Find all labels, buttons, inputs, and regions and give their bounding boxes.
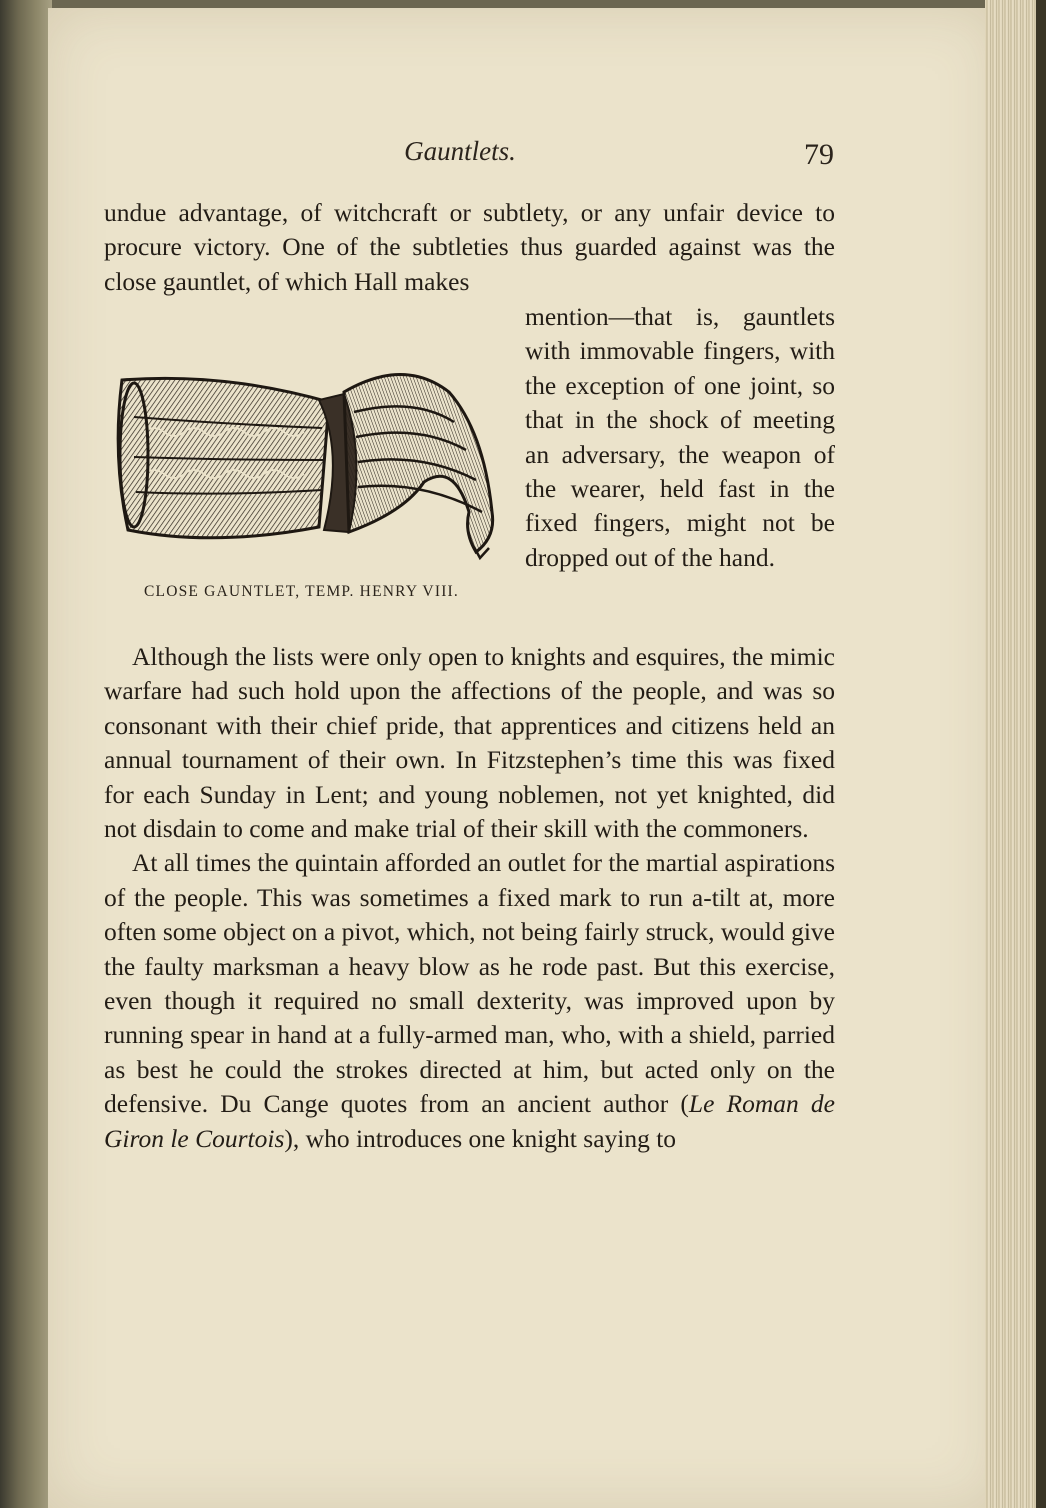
book-binding-left xyxy=(0,0,52,1508)
side-text: mention—that is, gauntlets with immovable fingers, with the exception of one joint, so that in the shock of meeting an adversary, the weapon of the wearer, held fast in the fixed fingers, might not be dropped out of the hand. xyxy=(525,302,835,572)
book-title-italic: Le Roman de Giron le Courtois xyxy=(104,1089,835,1153)
side-text-column xyxy=(525,300,835,575)
paragraph-quintain-text: At all times the quintain afforded an outlet for the martial aspirations of the people. This was sometimes a fixed mark to run a-tilt at, more often some object on a pivot, which, not being fairly struck, would give the faulty marksman a heavy blow as he rode past. But this exercise, even though it required no small dexterity, was improved upon by running spear in hand at a fully-armed man, who, with a shield, parried as best he could the strokes directed at him, but acted only on the defensive. Du Cange quotes from an ancient author ( xyxy=(104,848,835,1119)
book-cover-edge xyxy=(1036,0,1046,1508)
running-head-title: Gauntlets. xyxy=(404,136,516,166)
paragraph-tournaments: Although the lists were only open to knights and esquires, the mimic warfare had such hold upon the affections of the people, and was so consonant with their chief pride, that apprentices and citizens held an annual tournament of their own. In Fitzstephen’s time this was fixed for each Sunday in Lent; and young noblemen, not yet knighted, did not disdain to come and make trial of their skill with the commoners. xyxy=(104,642,835,844)
close-gauntlet-engraving-icon xyxy=(104,362,499,562)
page-number: 79 xyxy=(804,138,834,171)
top-paragraph-text: undue advantage, of witchcraft or subtlety, or any unfair device to procure victory. One of the subtleties thus guarded against was the close gauntlet, of which Hall makes xyxy=(104,198,835,296)
figure-caption: CLOSE GAUNTLET, TEMP. HENRY VIII. xyxy=(143,583,459,600)
paragraph-quintain-end: ), who introduces one knight saying to xyxy=(284,1123,677,1153)
body-paragraphs xyxy=(104,640,835,1156)
paragraph-quintain xyxy=(104,846,835,1156)
top-paragraph xyxy=(104,196,835,299)
